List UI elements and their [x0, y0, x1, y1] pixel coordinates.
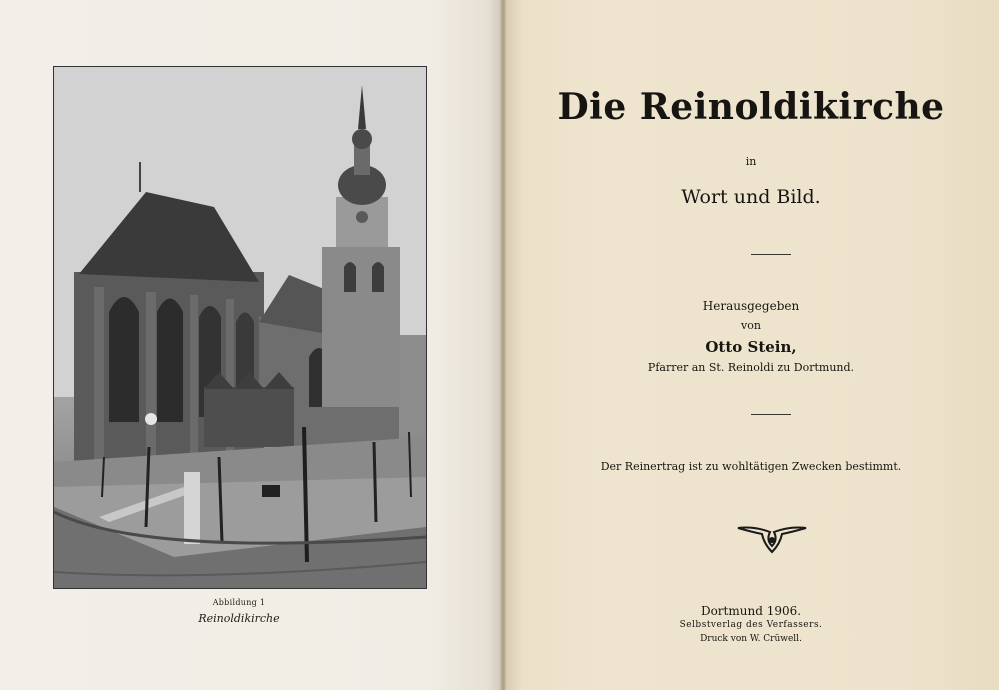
proceeds-note: Der Reinertrag ist zu wohltätigen Zwecken bestimmt. [600, 460, 902, 473]
divider-rule [751, 414, 791, 415]
caption-figure-number: Abbildung 1 [212, 598, 266, 607]
author-name: Otto Stein, [705, 338, 797, 356]
book-subtitle: Wort und Bild. [681, 186, 821, 208]
book-title: Die Reinoldikirche [557, 86, 945, 128]
publisher: Selbstverlag des Verfassers. [679, 620, 823, 630]
caption-title: Reinoldikirche [198, 612, 280, 625]
author-role: Pfarrer an St. Reinoldi zu Dortmund. [647, 361, 855, 374]
place-year: Dortmund 1906. [700, 604, 802, 618]
printer: Druck von W. Crüwell. [700, 634, 802, 644]
edited-by-label: Herausgegeben [702, 299, 800, 313]
church-photograph-icon [53, 66, 427, 589]
title-connector: in [745, 155, 757, 168]
printer-ornament-icon [736, 524, 808, 554]
by-label: von [741, 319, 761, 332]
divider-rule [751, 254, 791, 255]
